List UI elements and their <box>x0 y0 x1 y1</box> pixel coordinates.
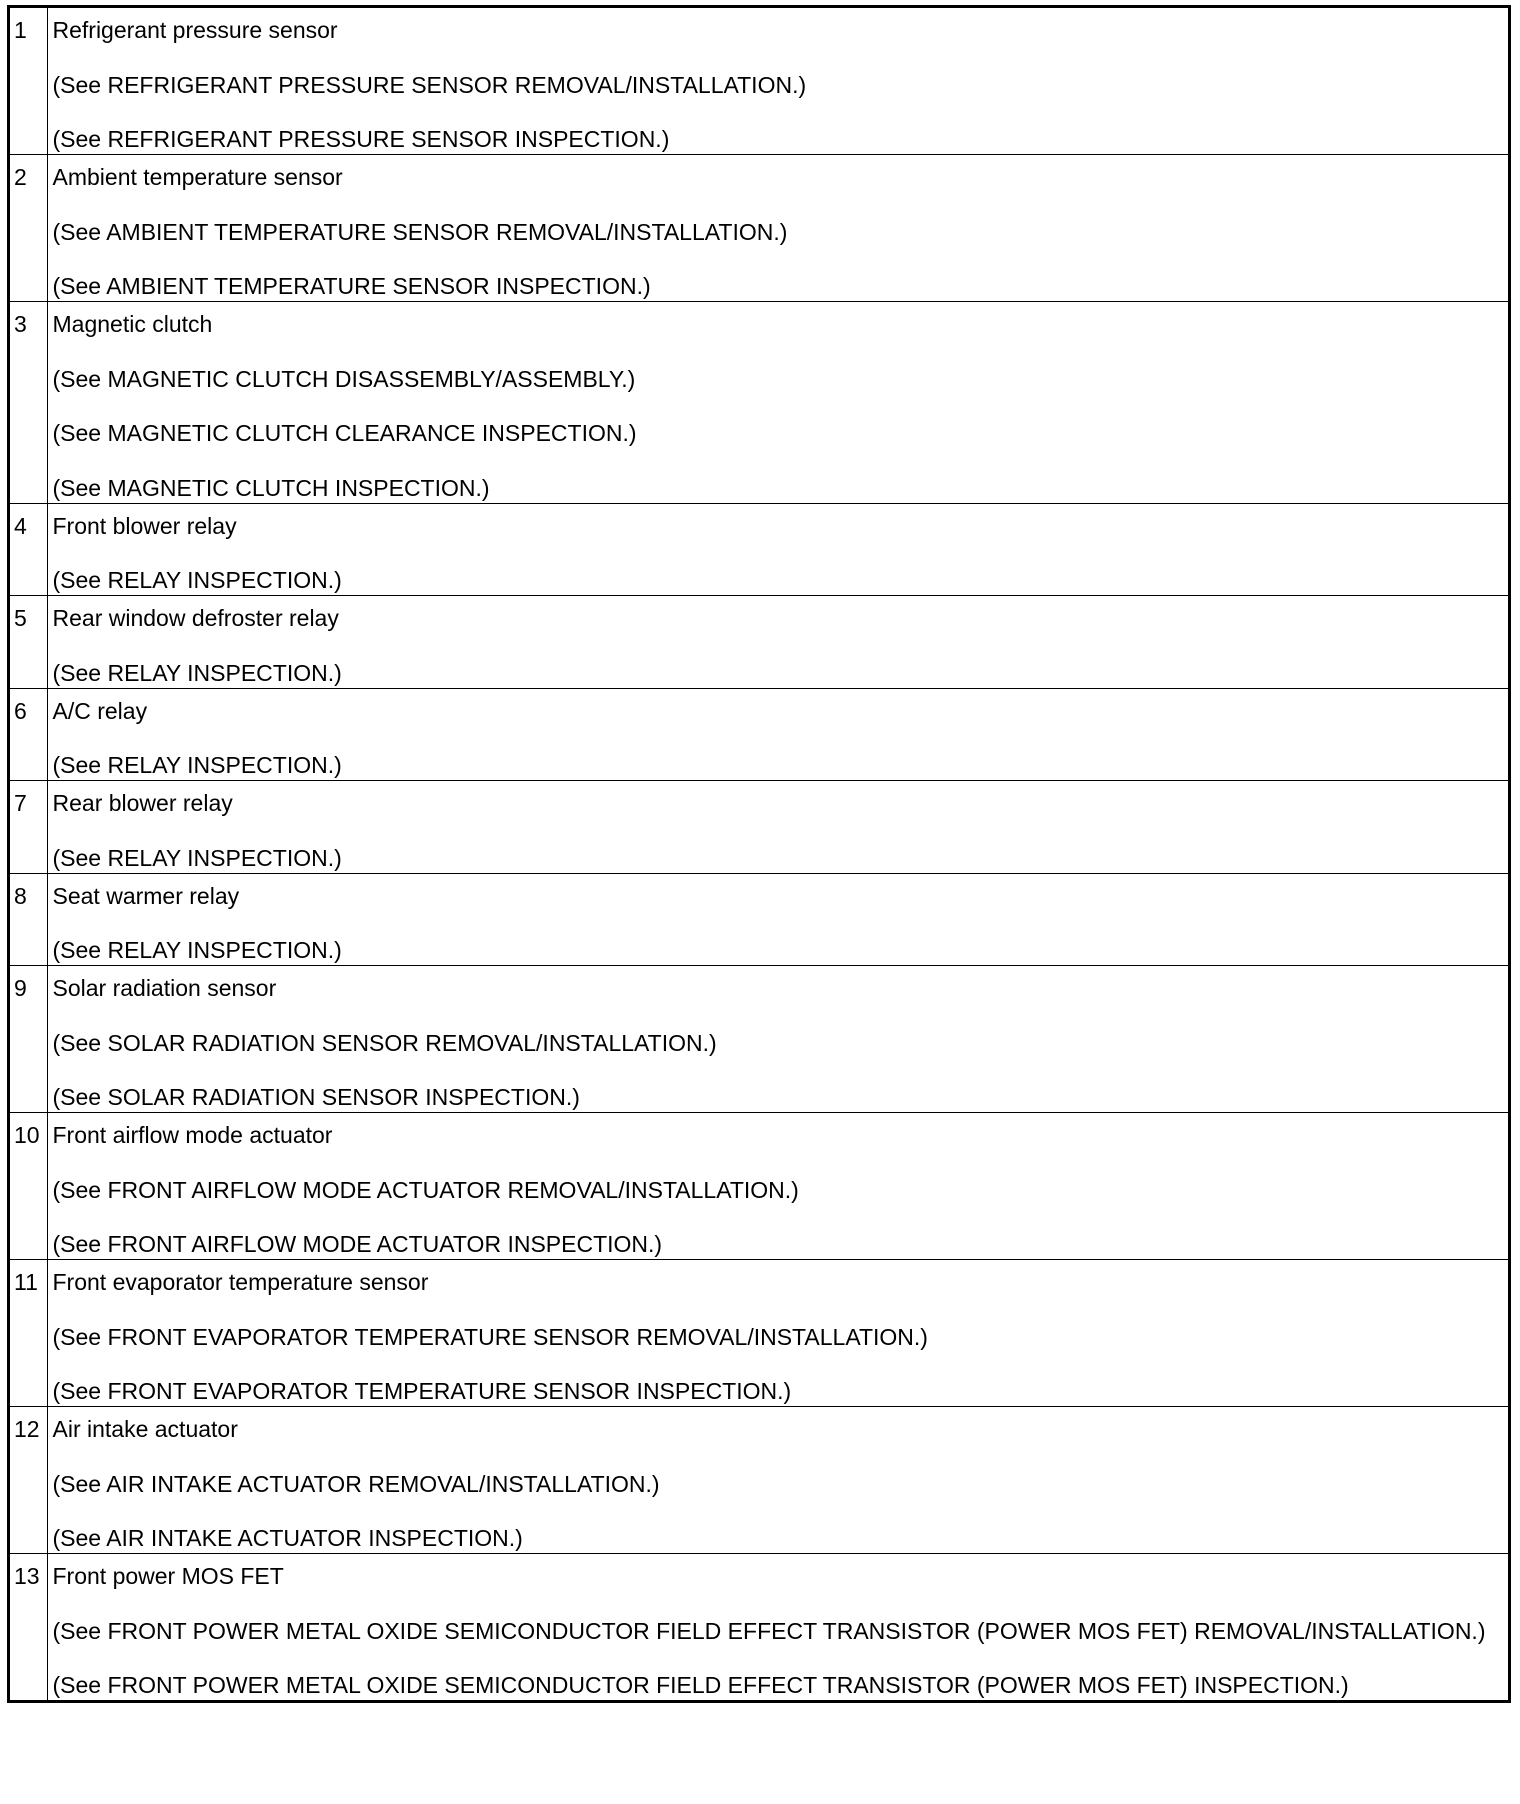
table-row <box>10 155 1508 302</box>
table-row <box>10 873 1508 966</box>
procedure-reference-link[interactable]: (See MAGNETIC CLUTCH CLEARANCE INSPECTION.) <box>52 420 637 446</box>
item-description-cell <box>47 1113 1508 1260</box>
procedure-reference-link[interactable]: (See RELAY INSPECTION.) <box>52 937 342 963</box>
item-number: 7 <box>14 790 27 816</box>
procedure-reference-link[interactable]: (See MAGNETIC CLUTCH INSPECTION.) <box>52 474 490 501</box>
table-row <box>10 503 1508 596</box>
parts-table-body <box>10 8 1508 1700</box>
procedure-reference-link[interactable]: (See FRONT EVAPORATOR TEMPERATURE SENSOR REMOVAL/INSTALLATION.) <box>52 1323 928 1350</box>
item-description-cell <box>47 1260 1508 1407</box>
component-name: Refrigerant pressure sensor <box>52 17 338 43</box>
item-description-cell <box>47 503 1508 596</box>
item-number-cell <box>10 8 47 155</box>
item-number-cell <box>10 873 47 966</box>
item-number-cell <box>10 1113 47 1260</box>
item-number: 13 <box>14 1563 40 1589</box>
item-number: 12 <box>14 1416 40 1442</box>
item-description-cell <box>47 8 1508 155</box>
item-description-cell <box>47 873 1508 966</box>
item-description-cell <box>47 966 1508 1113</box>
procedure-reference-link[interactable]: (See SOLAR RADIATION SENSOR INSPECTION.) <box>52 1084 580 1110</box>
table-row <box>10 688 1508 781</box>
component-name: Front power MOS FET <box>52 1563 284 1589</box>
item-description-cell <box>47 781 1508 874</box>
table-row <box>10 1260 1508 1407</box>
component-name: Air intake actuator <box>52 1416 238 1442</box>
item-description-cell <box>47 1554 1508 1701</box>
component-name: Rear blower relay <box>52 790 233 816</box>
item-number: 2 <box>14 164 27 190</box>
procedure-reference-link[interactable]: (See FRONT AIRFLOW MODE ACTUATOR INSPECTION.) <box>52 1231 663 1257</box>
table-row <box>10 8 1508 155</box>
procedure-reference-link[interactable]: (See SOLAR RADIATION SENSOR REMOVAL/INSTALLATION.) <box>52 1029 717 1056</box>
table-row <box>10 1407 1508 1554</box>
component-name: Ambient temperature sensor <box>52 164 343 190</box>
item-number: 3 <box>14 311 27 337</box>
procedure-reference-link[interactable]: (See RELAY INSPECTION.) <box>52 659 342 686</box>
table-row <box>10 596 1508 689</box>
component-name: Magnetic clutch <box>52 311 213 337</box>
table-row <box>10 781 1508 874</box>
procedure-reference-link[interactable]: (See RELAY INSPECTION.) <box>52 844 342 871</box>
item-number-cell <box>10 966 47 1113</box>
item-description-cell <box>47 155 1508 302</box>
table-row <box>10 966 1508 1113</box>
item-number: 4 <box>14 512 27 539</box>
table-row <box>10 302 1508 504</box>
item-description-cell <box>47 596 1508 689</box>
item-number-cell <box>10 1260 47 1407</box>
component-reference-table <box>7 5 1511 1703</box>
component-name: Front blower relay <box>52 512 237 539</box>
item-number-cell <box>10 596 47 689</box>
procedure-reference-link[interactable]: (See FRONT EVAPORATOR TEMPERATURE SENSOR INSPECTION.) <box>52 1378 792 1404</box>
procedure-reference-link[interactable]: (See AMBIENT TEMPERATURE SENSOR INSPECTION.) <box>52 273 651 299</box>
item-number: 8 <box>14 882 27 909</box>
item-number-cell <box>10 1554 47 1701</box>
procedure-reference-link[interactable]: (See REFRIGERANT PRESSURE SENSOR REMOVAL/INSTALLATION.) <box>52 71 807 98</box>
item-number-cell <box>10 1407 47 1554</box>
procedure-reference-link[interactable]: (See RELAY INSPECTION.) <box>52 567 342 593</box>
procedure-reference-link[interactable]: (See MAGNETIC CLUTCH DISASSEMBLY/ASSEMBLY.) <box>52 365 636 392</box>
procedure-reference-link[interactable]: (See FRONT AIRFLOW MODE ACTUATOR REMOVAL/INSTALLATION.) <box>52 1176 799 1203</box>
procedure-reference-link[interactable]: (See FRONT POWER METAL OXIDE SEMICONDUCTOR FIELD EFFECT TRANSISTOR (POWER MOS FET) REMOVAL/INSTALLATION.) <box>52 1617 1486 1644</box>
procedure-reference-link[interactable]: (See AMBIENT TEMPERATURE SENSOR REMOVAL/INSTALLATION.) <box>52 218 788 245</box>
item-number: 11 <box>14 1269 38 1295</box>
component-name: Solar radiation sensor <box>52 975 277 1001</box>
item-number: 1 <box>14 17 27 43</box>
item-description-cell <box>47 688 1508 781</box>
parts-table <box>10 8 1508 1700</box>
item-number: 6 <box>14 697 27 724</box>
item-description-cell <box>47 1407 1508 1554</box>
procedure-reference-link[interactable]: (See FRONT POWER METAL OXIDE SEMICONDUCTOR FIELD EFFECT TRANSISTOR (POWER MOS FET) INSPECTION.) <box>52 1672 1349 1698</box>
item-number-cell <box>10 155 47 302</box>
component-name: Seat warmer relay <box>52 882 240 909</box>
component-name: Front airflow mode actuator <box>52 1122 333 1148</box>
procedure-reference-link[interactable]: (See REFRIGERANT PRESSURE SENSOR INSPECTION.) <box>52 126 670 152</box>
procedure-reference-link[interactable]: (See AIR INTAKE ACTUATOR REMOVAL/INSTALLATION.) <box>52 1470 660 1497</box>
table-row <box>10 1554 1508 1701</box>
table-row <box>10 1113 1508 1260</box>
item-number: 5 <box>14 605 27 631</box>
item-number-cell <box>10 688 47 781</box>
item-description-cell <box>47 302 1508 504</box>
item-number-cell <box>10 503 47 596</box>
item-number: 9 <box>14 975 27 1001</box>
component-name: Rear window defroster relay <box>52 605 339 631</box>
procedure-reference-link[interactable]: (See RELAY INSPECTION.) <box>52 752 342 778</box>
component-name: A/C relay <box>52 697 148 724</box>
item-number-cell <box>10 302 47 504</box>
component-name: Front evaporator temperature sensor <box>52 1269 429 1295</box>
item-number-cell <box>10 781 47 874</box>
procedure-reference-link[interactable]: (See AIR INTAKE ACTUATOR INSPECTION.) <box>52 1525 523 1551</box>
item-number: 10 <box>14 1122 40 1148</box>
